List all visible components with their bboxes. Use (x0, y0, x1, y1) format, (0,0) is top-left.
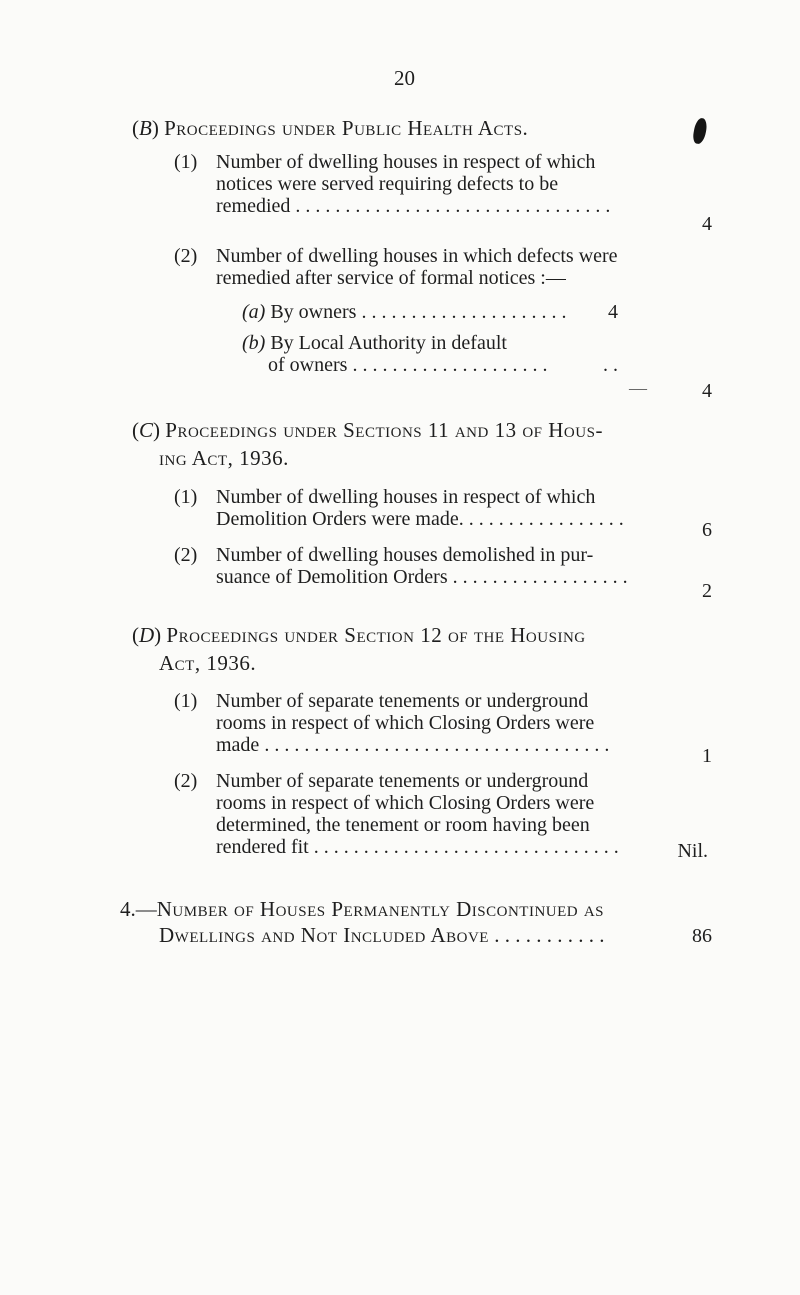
d2-line1: Number of separate tenements or underground (216, 770, 589, 792)
section-c-letter: C (139, 418, 154, 442)
section-b-heading: (B) Proceedings under Public Health Acts. (132, 116, 529, 140)
section-d-letter: D (139, 623, 155, 647)
b1-line3: remedied . . . . . . . . . . . . . . . . . . . . . . . . . . . . . . . . (216, 195, 611, 217)
d1-value: 1 (702, 745, 712, 767)
section-4-line2: Dwellings and Not Included Above . . . . . . . . . . . (159, 923, 605, 947)
b2-line2: remedied after service of formal notices :— (216, 267, 566, 289)
d2-line4: rendered fit . . . . . . . . . . . . . . . . . . . . . . . . . . . . . . . (216, 836, 619, 858)
section-4-line1: 4.—Number of Houses Permanently Discontinued as (120, 897, 605, 921)
section-d-heading: (D) Proceedings under Section 12 of the Housing (132, 623, 586, 647)
c2-dots: . . . . . . . . . . . . . . . . . . (452, 566, 628, 588)
c1-dots: . . . . . . . . . . . . . . . . . (458, 508, 624, 530)
page-number: 20 (394, 66, 415, 90)
b2a-value: 4 (608, 301, 618, 323)
c1-value: 6 (702, 519, 712, 541)
ink-blot (692, 117, 708, 145)
b2a-label: (a) (242, 301, 266, 323)
b2-num: (2) (174, 245, 198, 267)
b2b-line2: of owners . . . . . . . . . . . . . . . . . . . . (268, 354, 548, 376)
c2-line2: suance of Demolition Orders . . . . . . . . . . . . . . . . . . (216, 566, 628, 588)
d2-line3: determined, the tenement or room having been (216, 814, 590, 836)
b1-line1: Number of dwelling houses in respect of which (216, 151, 596, 173)
subtotal-dash: — (629, 378, 647, 398)
section-d-title-2: Act, 1936. (159, 651, 257, 675)
b2a-row: (a) By owners . . . . . . . . . . . . . . . . . . . . . (242, 301, 567, 323)
b2-line1: Number of dwelling houses in which defects were (216, 245, 618, 267)
section-d-title-1: Proceedings under Section 12 of the Housing (166, 623, 586, 647)
c2-value: 2 (702, 580, 712, 602)
b2b-value: . . (603, 354, 618, 376)
d2-dots: . . . . . . . . . . . . . . . . . . . . . . . . . . . . . . . (313, 836, 619, 858)
section-4-num: 4.— (120, 897, 157, 921)
section-c-heading: (C) Proceedings under Sections 11 and 13 of Hous- (132, 418, 603, 442)
d1-line3: made . . . . . . . . . . . . . . . . . . . . . . . . . . . . . . . . . . . (216, 734, 610, 756)
section-c-title-2: ing Act, 1936. (159, 446, 289, 470)
d2-num: (2) (174, 770, 198, 792)
section-b-letter: B (139, 116, 152, 140)
section-b-title: Proceedings under Public Health Acts. (164, 116, 529, 140)
c1-line2: Demolition Orders were made. . . . . . . . . . . . . . . . . (216, 508, 624, 530)
d2-value: Nil. (677, 840, 708, 862)
c1-num: (1) (174, 486, 198, 508)
d1-line2: rooms in respect of which Closing Orders were (216, 712, 595, 734)
c2-num: (2) (174, 544, 198, 566)
b2-total: 4 (702, 380, 712, 402)
d1-line1: Number of separate tenements or underground (216, 690, 589, 712)
b2b-dots: . . . . . . . . . . . . . . . . . . . . (352, 354, 548, 376)
c1-line1: Number of dwelling houses in respect of which (216, 486, 596, 508)
b2b-line1: (b) By Local Authority in default (242, 332, 507, 354)
section-4-value: 86 (692, 925, 712, 947)
b2b-label: (b) (242, 332, 266, 354)
b1-dots: . . . . . . . . . . . . . . . . . . . . . . . . . . . . . . . . (295, 195, 611, 217)
b2a-dots: . . . . . . . . . . . . . . . . . . . . . (361, 301, 567, 323)
section-c-title-1: Proceedings under Sections 11 and 13 of Hous- (165, 418, 603, 442)
b1-value: 4 (702, 213, 712, 235)
d1-num: (1) (174, 690, 198, 712)
d1-dots: . . . . . . . . . . . . . . . . . . . . . . . . . . . . . . . . . . . (264, 734, 610, 756)
section-4-dots: . . . . . . . . . . . (494, 923, 605, 947)
b1-line2: notices were served requiring defects to be (216, 173, 559, 195)
b1-num: (1) (174, 151, 198, 173)
d2-line2: rooms in respect of which Closing Orders were (216, 792, 595, 814)
c2-line1: Number of dwelling houses demolished in pur- (216, 544, 594, 566)
